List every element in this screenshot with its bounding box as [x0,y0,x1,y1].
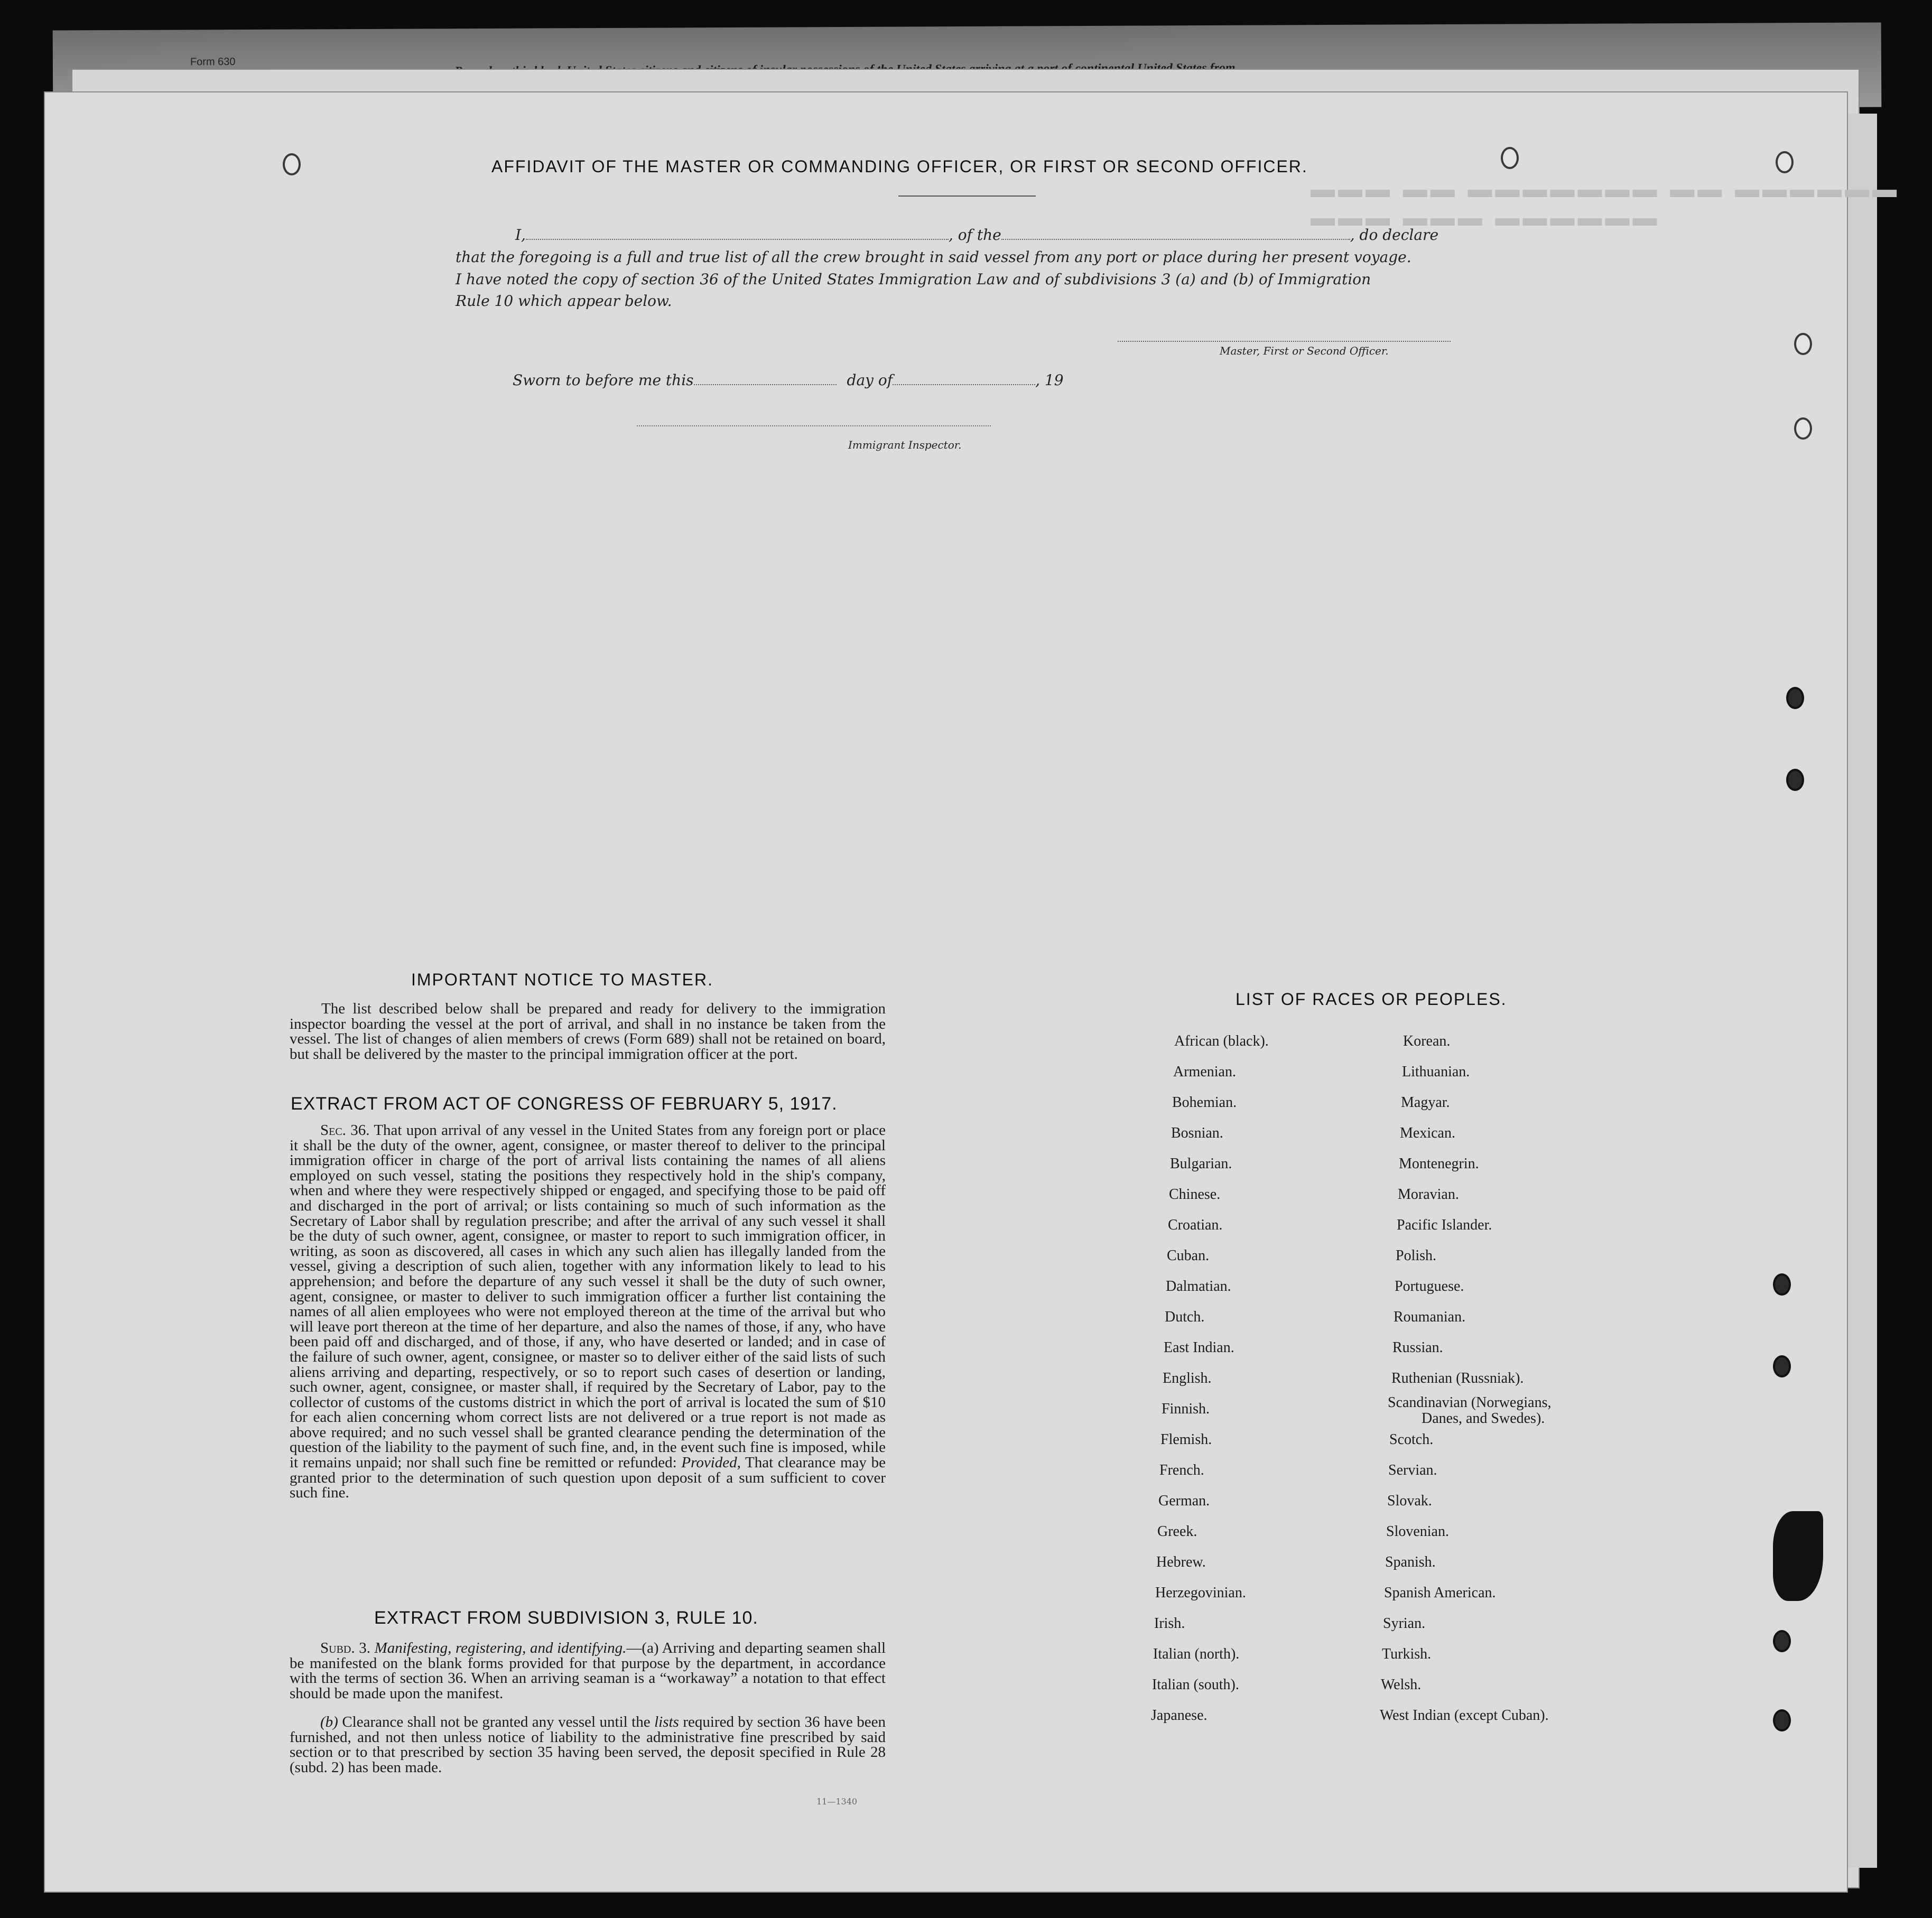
rule-subdivision-b [290,1715,886,1775]
race-item: Magyar. [1401,1094,1450,1111]
race-item: French. [1159,1462,1204,1478]
day-blank [893,384,1035,385]
affidavit-line-3: I have noted the copy of section 36 of the United States Immigration Law and of subdivisions 3 (a) and (b) of Immigration [456,271,1371,288]
inspector-caption: Immigrant Inspector. [848,439,962,451]
race-item: Bosnian. [1171,1125,1223,1141]
section-label: Sec. 36. [320,1122,370,1139]
title-rule [898,195,1036,197]
race-item: Chinese. [1169,1186,1221,1203]
punch-hole [1776,151,1794,173]
affidavit-line-4: Rule 10 which appear below. [456,292,672,310]
act-extract-title: EXTRACT FROM ACT OF CONGRESS OF FEBRUARY 5, 1917. [291,1094,838,1114]
part-b-text-1: Clearance shall not be granted any vessel until the [342,1714,651,1730]
race-item: German. [1158,1493,1210,1509]
race-item: Hebrew. [1156,1554,1206,1570]
punch-hole [1773,1630,1791,1652]
race-item: Korean. [1403,1033,1451,1049]
race-item: Flemish. [1160,1431,1212,1448]
race-item: English. [1163,1370,1212,1386]
year-text: , 19 [1035,371,1064,389]
races-title: LIST OF RACES OR PEOPLES. [1236,990,1507,1009]
right-page-edge [1847,114,1877,1868]
race-item: Polish. [1396,1247,1437,1264]
part-a-label: —(a) [626,1640,659,1656]
race-item: Spanish. [1385,1554,1436,1570]
bleed-through-text: ▬▬▬ ▬▬ ▬▬▬▬▬▬▬ ▬▬ ▬▬▬▬▬▬ ▬▬▬ ▬▬▬ ▬▬▬▬▬▬ [1311,175,1900,231]
race-item: Pacific Islander. [1397,1217,1492,1233]
race-item: Moravian. [1398,1186,1459,1203]
provided-label: Provided, [681,1454,741,1472]
race-item: Slovenian. [1386,1523,1449,1540]
race-item: Italian (south). [1152,1677,1239,1693]
affidavit-title: AFFIDAVIT OF THE MASTER OR COMMANDING OFFICER, OR FIRST OR SECOND OFFICER. [491,157,1308,176]
race-item: Montenegrin. [1399,1156,1479,1172]
punch-hole [1786,769,1804,791]
rule-extract-title: EXTRACT FROM SUBDIVISION 3, RULE 10. [374,1608,758,1628]
form-number: Form 630 [190,56,236,68]
race-item: Ruthenian (Russniak). [1391,1370,1524,1386]
race-item: Japanese. [1151,1707,1208,1724]
race-item: Herzegovinian. [1155,1585,1246,1601]
race-item: Welsh. [1381,1677,1422,1693]
notice-text: The list described below shall be prepared and ready for delivery to the immigration inspector boarding the vessel at the port of arrival, and shall in no instance be taken from the vessel. The list of changes of alien members of crews (Form 689) shall not be retained on board, but shall be delivered by the master to the principal immigration officer at the port. [290,1000,886,1063]
part-b-lists: lists [654,1714,679,1730]
part-a-text: Arriving and departing seamen shall be manifested on the blank forms provided for that purpose by the department, in accordance with the terms of section 36. When an arriving seaman is a “workaway” a notation to that effect should be made upon the manifest. [290,1640,886,1702]
sworn-text: Sworn to before me this [513,371,694,389]
sworn-blank [694,384,837,385]
punch-hole [1773,1355,1791,1377]
race-item: Greek. [1157,1523,1197,1540]
vessel-blank [1001,239,1350,240]
race-item: Dutch. [1165,1309,1205,1325]
race-item: Scandinavian (Norwegians, [1388,1394,1552,1411]
sworn-line [513,371,1064,389]
race-item: Spanish American. [1384,1585,1496,1601]
torn-edge [1773,1511,1823,1601]
affidavit-i: I, [515,226,526,244]
race-item: Scotch. [1389,1431,1434,1448]
provided-text: That clearance may be granted prior to the determination of such question upon deposit of a sum sufficient to cover such fine. [290,1454,886,1502]
race-item: Turkish. [1382,1646,1432,1662]
race-item: Finnish. [1162,1401,1210,1417]
document-page [45,92,1847,1892]
subd-label: Subd. 3. [320,1640,370,1656]
affidavit-line-2: that the foregoing is a full and true list of all the crew brought in said vessel from any port or place during her present voyage. [456,248,1411,266]
punch-hole [1794,333,1812,355]
print-code: 11—1340 [816,1796,858,1807]
act-section-36 [290,1123,886,1501]
race-item: Syrian. [1383,1615,1426,1632]
race-item: Mexican. [1400,1125,1455,1141]
race-item: Armenian. [1173,1064,1236,1080]
part-b-text-2: required by section 36 have been furnished, and not then unless notice of liability to the administrative fine prescribed by said section or to that prescribed by section 35 having been served, the deposit specified in Rule 28 (subd. 2) has been made. [290,1714,886,1776]
day-of-text: day of [847,371,893,389]
race-item: Slovak. [1387,1493,1432,1509]
race-item: Croatian. [1168,1217,1223,1233]
punch-hole [1794,417,1812,440]
race-item: East Indian. [1164,1339,1234,1356]
notice-title: IMPORTANT NOTICE TO MASTER. [411,970,713,989]
affidavit-do-declare: , do declare [1350,226,1439,244]
inspector-blank [637,425,991,426]
subd-heading: Manifesting, registering, and identifying. [374,1640,627,1656]
race-item: Portuguese. [1395,1278,1464,1295]
race-item: Cuban. [1167,1247,1210,1264]
punch-hole [283,153,301,175]
race-item: Servian. [1388,1462,1437,1478]
affidavit-of-the: , of the [948,226,1001,244]
punch-hole [1501,147,1519,169]
race-item: Bohemian. [1172,1094,1237,1111]
race-item: West Indian (except Cuban). [1380,1707,1549,1724]
section-text: That upon arrival of any vessel in the United States from any foreign port or place it shall be the duty of the owner, agent, consignee, or master thereof to deliver to the principal immigration officer in charge of the port of arrival lists containing the names of all aliens employed on such vessel, stating the positions they respectively hold in the ship's company, when and where they were respectively shipped or engaged, and specifying those to be paid off and discharged in the port of arrival; or lists containing so much of such information as the Secretary of Labor shall by regulation prescribe; and after the arrival of any such vessel it shall be the duty of such owner, agent, consignee, or master to report to such immigration officer, in writing, as soon as discovered, all cases in which any such alien has illegally landed from the vessel, giving a description of such alien, together with any information likely to lead to his apprehension; and before the departure of any such vessel it shall be the duty of such owner, agent, consignee, or master to deliver to such immigration officer a further list containing the names of all alien employees who were not employed thereon at the time of the arrival but who will leave port thereon at the time of her departure, and also the names of those, if any, who have been paid off and discharged, and of those, if any, who have deserted or landed; and in case of the failure of such owner, agent, consignee, or master so to deliver either of the said lists of such aliens arriving and departing, respectively, or so to report such cases of desertion or landing, such owner, agent, consignee, or master shall, if required by the Secretary of Labor, pay to the collector of customs of the customs district in which the port of arrival is located the sum of $10 for each alien concerning whom correct lists are not delivered or a true report is not made as above required; and no such vessel shall be granted clearance pending the determination of the question of the liability to the payment of such fine, and, in the event such fine is imposed, while it remains unpaid; nor shall such fine be remitted or refunded: [290,1122,886,1472]
race-item: Irish. [1154,1615,1185,1632]
punch-hole [1773,1709,1791,1731]
race-item: Roumanian. [1394,1309,1466,1325]
signature-blank [1118,341,1451,342]
master-caption: Master, First or Second Officer. [1220,345,1389,357]
name-blank [526,239,949,240]
race-item: Bulgarian. [1170,1156,1232,1172]
part-b-label: (b) [320,1714,338,1730]
rule-subdivision-a [290,1641,886,1701]
race-item: Dalmatian. [1166,1278,1231,1295]
punch-hole [1773,1273,1791,1296]
race-item: Lithuanian. [1402,1064,1470,1080]
race-item: Italian (north). [1153,1646,1240,1662]
race-item: Russian. [1392,1339,1443,1356]
affidavit-line-1 [515,226,1438,244]
punch-hole [1786,687,1804,709]
race-item: Danes, and Swedes). [1422,1410,1545,1427]
race-item: African (black). [1174,1033,1269,1049]
